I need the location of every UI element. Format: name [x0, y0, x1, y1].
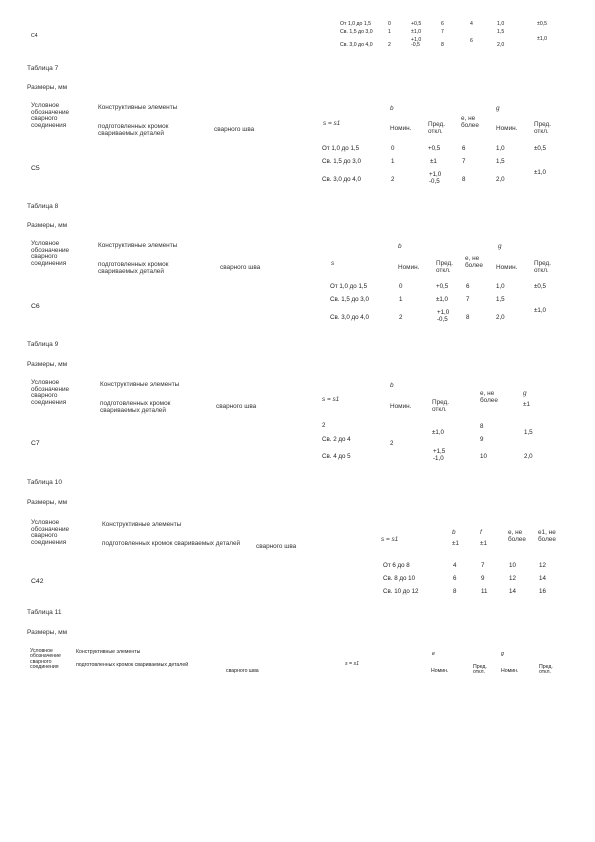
- table-10-row-3-e: 14: [509, 588, 516, 595]
- table-9-h-s: s = s1: [322, 396, 340, 403]
- table-10-h-e1: e1, не более: [538, 529, 556, 543]
- table-11-title: Таблица 11: [27, 609, 62, 616]
- top-row-1-e2: 4: [470, 21, 473, 27]
- table-10-h-b2: ±1: [452, 540, 460, 547]
- table-10-row-2-b: 6: [453, 575, 457, 582]
- table-7-h-nom2: Номин.: [496, 125, 518, 132]
- table-10-title: Таблица 10: [27, 479, 63, 486]
- table-11-h-dev: Пред. откл.: [473, 664, 487, 676]
- top-row-2-e: 7: [441, 29, 444, 35]
- top-row-1-gd: ±0,5: [537, 21, 548, 27]
- top-row-1-g: 1,0: [497, 21, 505, 27]
- table-10-row-3-f: 11: [481, 588, 488, 595]
- table-8-h-nom: Номин.: [398, 264, 420, 271]
- table-9-h-g: g: [523, 390, 527, 397]
- table-10-h-f2: ±1: [480, 540, 488, 547]
- table-10-h-edges: подготовленных кромок свариваемых деталей: [102, 540, 241, 547]
- table-10-h-elements: Конструктивные элементы: [102, 521, 182, 528]
- table-8-row-3-b: 2: [399, 314, 403, 321]
- table-8-row-3-e: 8: [466, 314, 470, 321]
- table-11-units: Размеры, мм: [27, 629, 68, 636]
- top-row-3-b: 2: [388, 42, 391, 48]
- table-10-units: Размеры, мм: [27, 499, 68, 506]
- table-10-h-f: f: [480, 529, 482, 536]
- table-7-h-seam: сварного шва: [214, 126, 255, 133]
- table-9-row-1-e: 8: [480, 423, 484, 430]
- table-8-designation: С6: [31, 303, 40, 310]
- top-row-1-bd: +0,5: [411, 21, 422, 27]
- table-8-h-s: s: [331, 260, 335, 267]
- top-row-2-b: 1: [388, 29, 391, 35]
- table-7-row-1-bd: +0,5: [428, 145, 441, 152]
- table-9-row-1-s: 2: [322, 422, 326, 429]
- table-8-h-b: b: [398, 243, 402, 250]
- top-row-1-e: 6: [441, 21, 444, 27]
- table-8-row-1-bd: +0,5: [436, 283, 449, 290]
- table-7-row-3-gd: ±1,0: [534, 169, 546, 176]
- table-11-h-nom2: Номин.: [501, 668, 519, 674]
- table-9-row-2-b: 2: [390, 440, 394, 447]
- table-9-h-designation: Условное обозначение сварного соединения: [31, 379, 70, 407]
- table-7-row-2-bd: ±1: [430, 158, 437, 165]
- top-row-2-s: Св. 1,5 до 3,0: [340, 29, 373, 35]
- top-designation: С4: [31, 33, 38, 39]
- table-9-h-elements: Конструктивные элементы: [100, 381, 180, 388]
- table-9-row-1-g: 1,5: [524, 429, 533, 436]
- table-10-row-2-e1: 14: [539, 575, 546, 582]
- table-8-row-3-bd: +1,0 -0,5: [437, 309, 450, 323]
- table-11-h-elements: Конструктивные элементы: [76, 649, 141, 655]
- table-7-h-designation: Условное обозначение сварного соединения: [31, 102, 70, 130]
- table-7-h-elements: Конструктивные элементы: [98, 104, 178, 111]
- table-10-h-designation: Условное обозначение сварного соединения: [31, 519, 70, 547]
- table-7-row-3-e: 8: [462, 176, 466, 183]
- table-9-h-nom: Номин.: [390, 403, 412, 410]
- table-11-h-e: e: [432, 651, 435, 657]
- table-7-h-nom: Номин.: [390, 125, 412, 132]
- table-9-h-dev: Пред. откл.: [432, 399, 450, 413]
- table-7-h-s: s = s1: [323, 120, 341, 127]
- table-10-row-1-f: 7: [481, 562, 485, 569]
- table-8-row-1-b: 0: [399, 283, 403, 290]
- table-11-h-g: g: [501, 651, 504, 657]
- table-10-row-1-e: 10: [509, 562, 516, 569]
- table-8-h-elements: Конструктивные элементы: [98, 242, 178, 249]
- table-7-row-1-gd: ±0,5: [534, 145, 546, 152]
- table-10-row-1-b: 4: [453, 562, 457, 569]
- table-11-h-dev2: Пред. откл.: [539, 664, 553, 676]
- table-8-h-dev: Пред. откл.: [436, 260, 454, 274]
- table-8-row-1-e: 6: [466, 283, 470, 290]
- table-10-row-2-e: 12: [509, 575, 516, 582]
- table-10-row-1-s: От 6 до 8: [383, 562, 410, 569]
- table-7-h-dev: Пред. откл.: [428, 121, 446, 135]
- table-11-h-edges: подготовленных кромок свариваемых деталей: [76, 662, 189, 668]
- table-7-row-1-e: 6: [462, 145, 466, 152]
- table-9-row-3-s: Св. 4 до 5: [322, 453, 351, 460]
- table-7-row-2-s: Св. 1,5 до 3,0: [322, 158, 361, 165]
- top-row-3-s: Св. 3,0 до 4,0: [340, 42, 373, 48]
- table-8-row-2-b: 1: [399, 296, 403, 303]
- table-8-row-2-e: 7: [466, 296, 470, 303]
- table-11-h-s: s = s1: [345, 661, 359, 667]
- table-11-h-designation: Условное обозначение сварного соединения: [30, 648, 61, 671]
- table-7-title: Таблица 7: [27, 65, 59, 72]
- table-7-row-2-g: 1,5: [496, 158, 505, 165]
- top-row-3-e: 8: [441, 42, 444, 48]
- table-9-h-b: b: [390, 382, 394, 389]
- table-8-row-1-g: 1,0: [496, 283, 505, 290]
- table-8-row-1-gd: ±0,5: [534, 283, 546, 290]
- table-7-h-g: g: [496, 105, 500, 112]
- table-10-row-1-e1: 12: [539, 562, 546, 569]
- table-8-h-nom2: Номин.: [496, 264, 518, 271]
- top-row-1-s: От 1,0 до 1,5: [340, 21, 372, 27]
- table-7-row-1-s: От 1,0 до 1,5: [322, 145, 360, 152]
- table-9-h-e: e, не более: [480, 390, 498, 404]
- table-8-row-2-bd: ±1,0: [436, 296, 448, 303]
- table-10-row-3-s: Св. 10 до 12: [383, 588, 419, 595]
- table-7-h-e: e, не более: [461, 115, 479, 129]
- table-9-h-g2: ±1: [523, 401, 531, 408]
- table-8-units: Размеры, мм: [27, 222, 68, 229]
- top-row-3-e2: 6: [470, 38, 473, 44]
- table-8-h-e: e, не более: [465, 255, 483, 269]
- table-9-units: Размеры, мм: [27, 361, 68, 368]
- table-8-row-1-s: От 1,0 до 1,5: [330, 283, 368, 290]
- table-7-h-edges: подготовленных кромок свариваемых деталей: [98, 123, 169, 137]
- table-8-row-2-s: Св. 1,5 до 3,0: [330, 296, 369, 303]
- top-row-3-g: 2,0: [497, 42, 505, 48]
- table-9-row-3-bd: +1,5 -1,0: [433, 448, 446, 462]
- table-9-h-seam: сварного шва: [216, 403, 257, 410]
- table-8-h-dev2: Пред. откл.: [534, 260, 552, 274]
- top-row-1-b: 0: [388, 21, 391, 27]
- table-8-row-3-s: Св. 3,0 до 4,0: [330, 314, 369, 321]
- table-10-row-2-s: Св. 8 до 10: [383, 575, 416, 582]
- table-9-row-2-e: 9: [480, 436, 484, 443]
- table-10-row-3-e1: 16: [539, 588, 546, 595]
- table-8-row-3-gd: ±1,0: [534, 307, 546, 314]
- table-7-designation: С5: [31, 165, 40, 172]
- table-10-row-3-b: 8: [453, 588, 457, 595]
- table-10-h-b: b: [452, 529, 456, 536]
- table-9-h-edges: подготовленных кромок свариваемых деталей: [100, 400, 171, 414]
- table-9-row-3-e: 10: [480, 453, 487, 460]
- table-9-row-3-g: 2,0: [524, 453, 533, 460]
- table-10-h-e: e, не более: [508, 529, 526, 543]
- table-8-h-designation: Условное обозначение сварного соединения: [31, 240, 70, 268]
- table-7-row-3-bd: +1,0 -0,5: [429, 171, 442, 185]
- top-row-2-g: 1,5: [497, 29, 505, 35]
- table-9-row-1-bd: ±1,0: [432, 429, 444, 436]
- table-8-h-g: g: [498, 243, 502, 250]
- table-7-row-1-g: 1,0: [496, 145, 505, 152]
- table-11-h-seam: сварного шва: [226, 668, 259, 674]
- top-row-3-gd: ±1,0: [537, 36, 548, 42]
- table-7-row-3-g: 2,0: [496, 176, 505, 183]
- table-7-h-dev2: Пред. откл.: [534, 121, 552, 135]
- table-7-units: Размеры, мм: [27, 84, 68, 91]
- table-10-designation: С42: [31, 578, 44, 585]
- table-7-row-3-b: 2: [391, 176, 395, 183]
- table-8-h-seam: сварного шва: [220, 264, 261, 271]
- table-9-row-2-s: Св. 2 до 4: [322, 436, 351, 443]
- top-row-3-bd: +1,0 -0,5: [411, 37, 422, 49]
- table-11-h-nom: Номин.: [431, 668, 449, 674]
- table-9-designation: С7: [31, 440, 40, 447]
- table-8-h-edges: подготовленных кромок свариваемых деталей: [98, 261, 169, 275]
- table-8-row-3-g: 2,0: [496, 314, 505, 321]
- table-10-h-s: s = s1: [381, 536, 399, 543]
- top-row-2-bd: ±1,0: [411, 29, 422, 35]
- table-7-row-1-b: 0: [391, 145, 395, 152]
- table-7-row-3-s: Св. 3,0 до 4,0: [322, 176, 361, 183]
- table-10-row-2-f: 9: [481, 575, 485, 582]
- table-10-h-seam: сварного шва: [256, 543, 297, 550]
- table-9-title: Таблица 9: [27, 341, 59, 348]
- table-8-title: Таблица 8: [27, 203, 59, 210]
- table-7-h-b: b: [390, 105, 394, 112]
- table-7-row-2-b: 1: [391, 158, 395, 165]
- table-8-row-2-g: 1,5: [496, 296, 505, 303]
- table-7-row-2-e: 7: [462, 158, 466, 165]
